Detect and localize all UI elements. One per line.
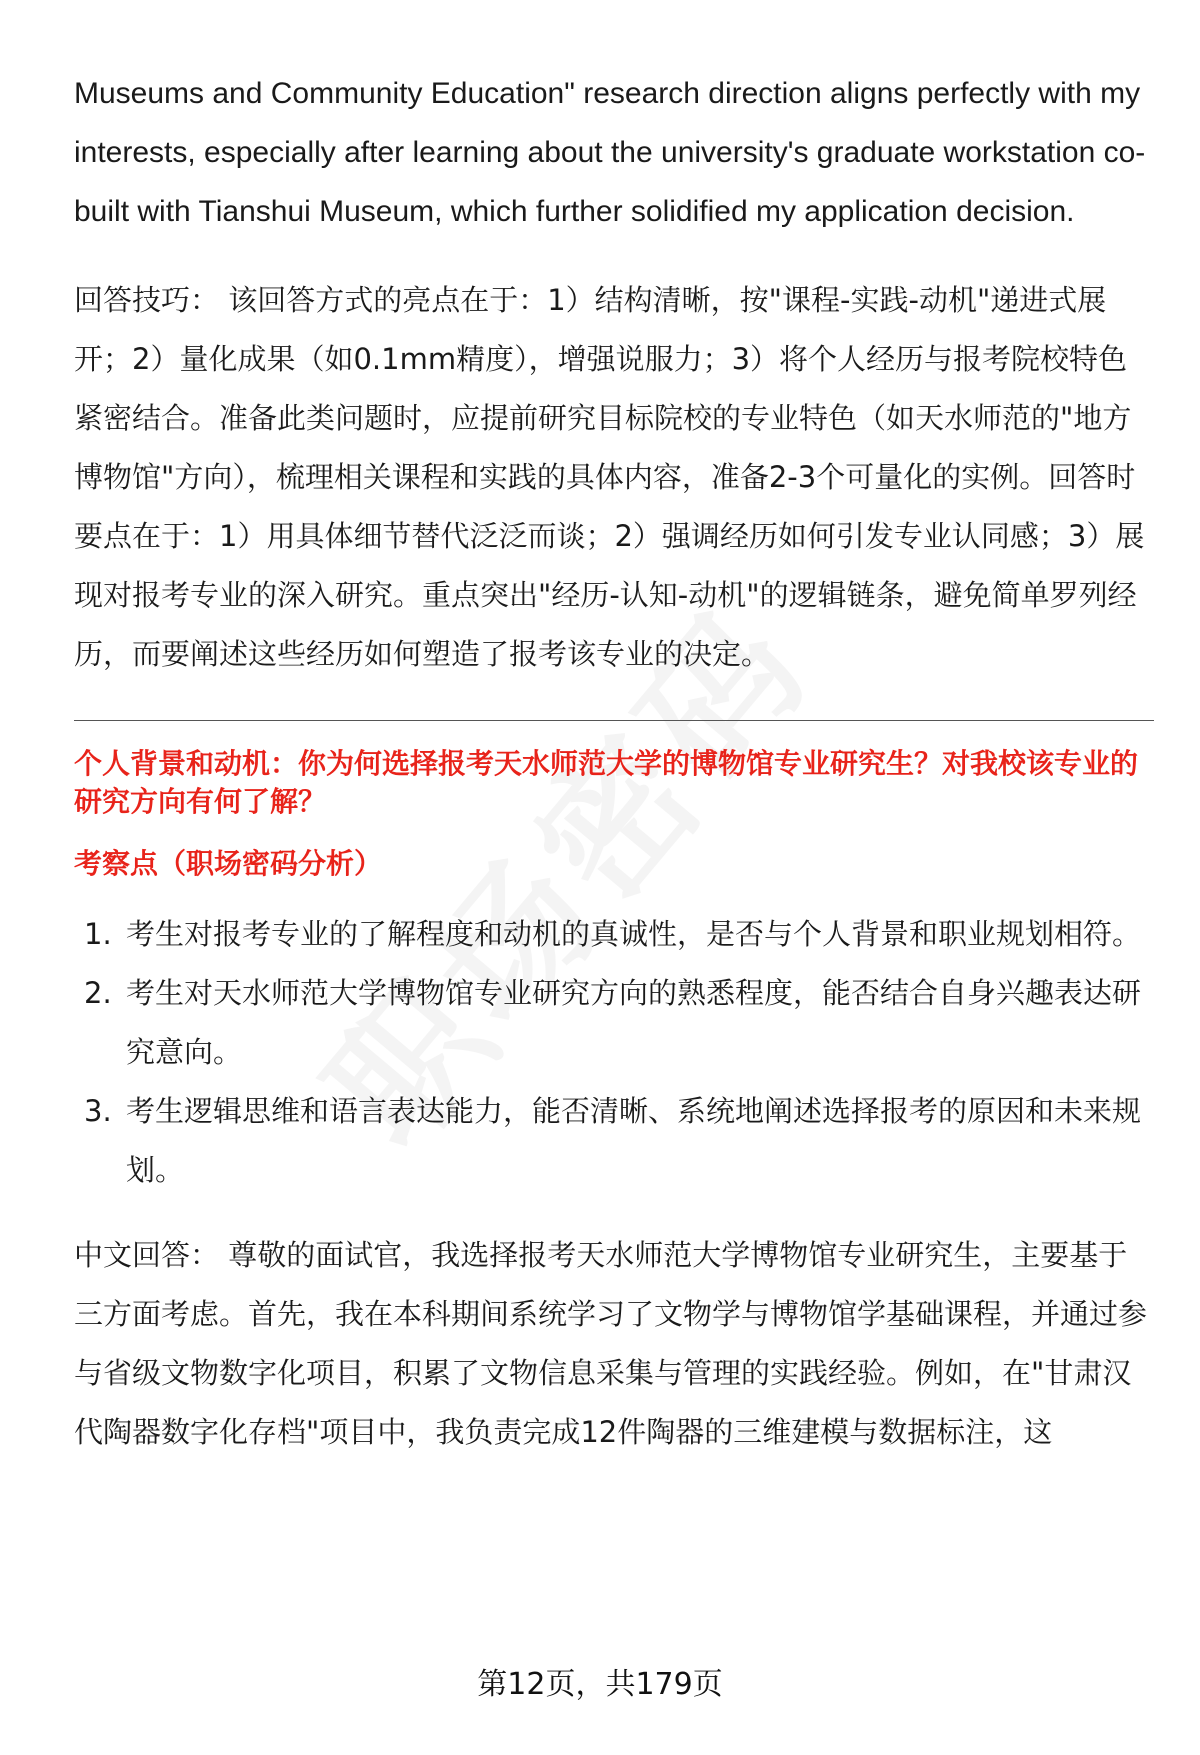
answer-tips-paragraph: 回答技巧： 该回答方式的亮点在于：1）结构清晰，按"课程-实践-动机"递进式展开；2）量化成果（如0.1mm精度），增强说服力；3）将个人经历与报考院校特色紧密结合。准备此类问题时，应提前研究目标院校的专业特色（如天水师范的"地方博物馆"方向），梳理相关课程和实践的具体内容，准备2-3个可量化的实例。回答时要点在于：1）用具体细节替代泛泛而谈；2）强调经历如何引发专业认同感；3）展现对报考专业的深入研究。重点突出"经历-认知-动机"的逻辑链条，避免简单罗列经历，而要阐述这些经历如何塑造了报考该专业的决定。	[74, 283, 1145, 671]
assessment-points-list	[74, 905, 1154, 1200]
assessment-point	[74, 964, 1154, 1082]
chinese-answer-paragraph: 中文回答： 尊敬的面试官，我选择报考天水师范大学博物馆专业研究生，主要基于三方面考虑。首先，我在本科期间系统学习了文物学与博物馆学基础课程，并通过参与省级文物数字化项目，积累了文物信息采集与管理的实践经验。例如，在"甘肃汉代陶器数字化存档"项目中，我负责完成12件陶器的三维建模与数据标注，这	[74, 1238, 1148, 1449]
assessment-label: 考察点（职场密码分析）	[74, 847, 383, 880]
section-divider	[74, 720, 1154, 721]
assessment-point	[74, 1082, 1154, 1200]
intro-english-paragraph: Museums and Community Education" research direction aligns perfectly with my interests, especially after learning about the university's graduate workstation co-built with Tianshui Museum, which further solidified my application decision.	[74, 77, 1146, 228]
point-number: 3.	[84, 1094, 112, 1128]
point-text: 考生逻辑思维和语言表达能力，能否清晰、系统地阐述选择报考的原因和未来规划。	[126, 1094, 1142, 1187]
page-content	[74, 64, 1154, 1462]
point-text: 考生对天水师范大学博物馆专业研究方向的熟悉程度，能否结合自身兴趣表达研究意向。	[126, 976, 1142, 1069]
assessment-point	[74, 905, 1154, 964]
point-number: 1.	[84, 917, 112, 951]
page-number-footer: 第12页，共179页	[477, 1667, 723, 1702]
point-number: 2.	[84, 976, 112, 1010]
point-text: 考生对报考专业的了解程度和动机的真诚性，是否与个人背景和职业规划相符。	[126, 917, 1142, 951]
question-title: 个人背景和动机：你为何选择报考天水师范大学的博物馆专业研究生？对我校该专业的研究方向有何了解？	[74, 747, 1139, 818]
